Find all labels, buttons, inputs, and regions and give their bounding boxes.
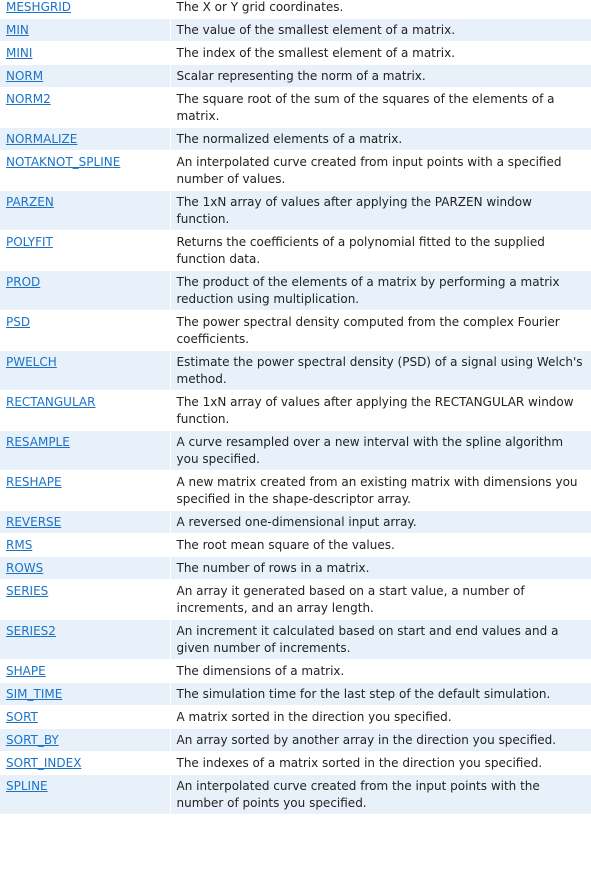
function-name-cell: [0, 752, 170, 775]
function-link[interactable]: NORM: [6, 69, 44, 83]
function-link[interactable]: NORM2: [6, 92, 51, 106]
function-description: A new matrix created from an existing matrix with dimensions you specified in the shape-descriptor array.: [170, 471, 591, 511]
function-name-cell: [0, 471, 170, 511]
function-description: The indexes of a matrix sorted in the direction you specified.: [170, 752, 591, 775]
function-description: The square root of the sum of the squares of the elements of a matrix.: [170, 88, 591, 128]
function-description: The X or Y grid coordinates.: [170, 0, 591, 19]
function-description: Scalar representing the norm of a matrix.: [170, 65, 591, 88]
function-link[interactable]: PROD: [6, 275, 41, 289]
function-link[interactable]: SIM_TIME: [6, 687, 63, 701]
function-description: The 1xN array of values after applying the PARZEN window function.: [170, 191, 591, 231]
function-link[interactable]: RECTANGULAR: [6, 395, 96, 409]
table-row: [0, 351, 591, 391]
table-row: [0, 683, 591, 706]
table-row: [0, 151, 591, 191]
function-description: A matrix sorted in the direction you specified.: [170, 706, 591, 729]
function-name-cell: [0, 351, 170, 391]
table-row: [0, 191, 591, 231]
function-name-cell: [0, 775, 170, 815]
function-description: The product of the elements of a matrix by performing a matrix reduction using multiplication.: [170, 271, 591, 311]
table-row: [0, 231, 591, 271]
function-name-cell: [0, 42, 170, 65]
table-row: [0, 580, 591, 620]
function-name-cell: [0, 0, 170, 19]
function-description: Estimate the power spectral density (PSD) of a signal using Welch's method.: [170, 351, 591, 391]
function-link[interactable]: NORMALIZE: [6, 132, 78, 146]
function-link[interactable]: MINI: [6, 46, 33, 60]
function-name-cell: [0, 431, 170, 471]
table-row: [0, 620, 591, 660]
function-description: The 1xN array of values after applying the RECTANGULAR window function.: [170, 391, 591, 431]
table-row: [0, 42, 591, 65]
table-row: [0, 271, 591, 311]
table-row: [0, 311, 591, 351]
function-name-cell: [0, 151, 170, 191]
table-row: [0, 0, 591, 19]
function-name-cell: [0, 128, 170, 151]
function-description: The root mean square of the values.: [170, 534, 591, 557]
function-description: The number of rows in a matrix.: [170, 557, 591, 580]
function-link[interactable]: SERIES2: [6, 624, 56, 638]
function-link[interactable]: MIN: [6, 23, 29, 37]
function-name-cell: [0, 391, 170, 431]
table-row: [0, 752, 591, 775]
function-link[interactable]: REVERSE: [6, 515, 62, 529]
function-link[interactable]: PARZEN: [6, 195, 54, 209]
function-description: The power spectral density computed from the complex Fourier coefficients.: [170, 311, 591, 351]
table-row: [0, 729, 591, 752]
function-description: The simulation time for the last step of the default simulation.: [170, 683, 591, 706]
function-link[interactable]: RESHAPE: [6, 475, 62, 489]
function-link[interactable]: SORT_INDEX: [6, 756, 82, 770]
function-name-cell: [0, 231, 170, 271]
table-row: [0, 660, 591, 683]
function-description: An interpolated curve created from the input points with the number of points you specified.: [170, 775, 591, 815]
function-name-cell: [0, 19, 170, 42]
function-description: A curve resampled over a new interval with the spline algorithm you specified.: [170, 431, 591, 471]
function-description: An array it generated based on a start value, a number of increments, and an array length.: [170, 580, 591, 620]
function-link[interactable]: PSD: [6, 315, 31, 329]
function-name-cell: [0, 660, 170, 683]
table-row: [0, 557, 591, 580]
table-row: [0, 65, 591, 88]
function-name-cell: [0, 88, 170, 128]
table-row: [0, 511, 591, 534]
function-link[interactable]: MESHGRID: [6, 0, 71, 14]
function-name-cell: [0, 706, 170, 729]
function-name-cell: [0, 271, 170, 311]
table-row: [0, 88, 591, 128]
function-name-cell: [0, 534, 170, 557]
function-link[interactable]: RESAMPLE: [6, 435, 70, 449]
function-name-cell: [0, 580, 170, 620]
table-row: [0, 706, 591, 729]
table-row: [0, 391, 591, 431]
table-row: [0, 19, 591, 42]
function-name-cell: [0, 683, 170, 706]
function-link[interactable]: PWELCH: [6, 355, 57, 369]
function-description: An increment it calculated based on start and end values and a given number of increments.: [170, 620, 591, 660]
table-row: [0, 431, 591, 471]
function-link[interactable]: ROWS: [6, 561, 44, 575]
function-link[interactable]: POLYFIT: [6, 235, 53, 249]
function-description: Returns the coefficients of a polynomial fitted to the supplied function data.: [170, 231, 591, 271]
function-description: An interpolated curve created from input points with a specified number of values.: [170, 151, 591, 191]
function-link[interactable]: SERIES: [6, 584, 49, 598]
function-name-cell: [0, 620, 170, 660]
function-name-cell: [0, 511, 170, 534]
table-row: [0, 534, 591, 557]
function-description: The dimensions of a matrix.: [170, 660, 591, 683]
function-link[interactable]: SORT: [6, 710, 38, 724]
function-description: A reversed one-dimensional input array.: [170, 511, 591, 534]
function-description: The normalized elements of a matrix.: [170, 128, 591, 151]
function-description: The value of the smallest element of a matrix.: [170, 19, 591, 42]
function-name-cell: [0, 65, 170, 88]
function-name-cell: [0, 557, 170, 580]
function-name-cell: [0, 729, 170, 752]
function-link[interactable]: SORT_BY: [6, 733, 59, 747]
function-description: The index of the smallest element of a matrix.: [170, 42, 591, 65]
table-row: [0, 128, 591, 151]
function-link[interactable]: SHAPE: [6, 664, 46, 678]
function-name-cell: [0, 191, 170, 231]
table-row: [0, 471, 591, 511]
function-name-cell: [0, 311, 170, 351]
table-row: [0, 775, 591, 815]
function-link[interactable]: RMS: [6, 538, 33, 552]
function-link[interactable]: NOTAKNOT_SPLINE: [6, 155, 121, 169]
function-description: An array sorted by another array in the direction you specified.: [170, 729, 591, 752]
function-link[interactable]: SPLINE: [6, 779, 48, 793]
